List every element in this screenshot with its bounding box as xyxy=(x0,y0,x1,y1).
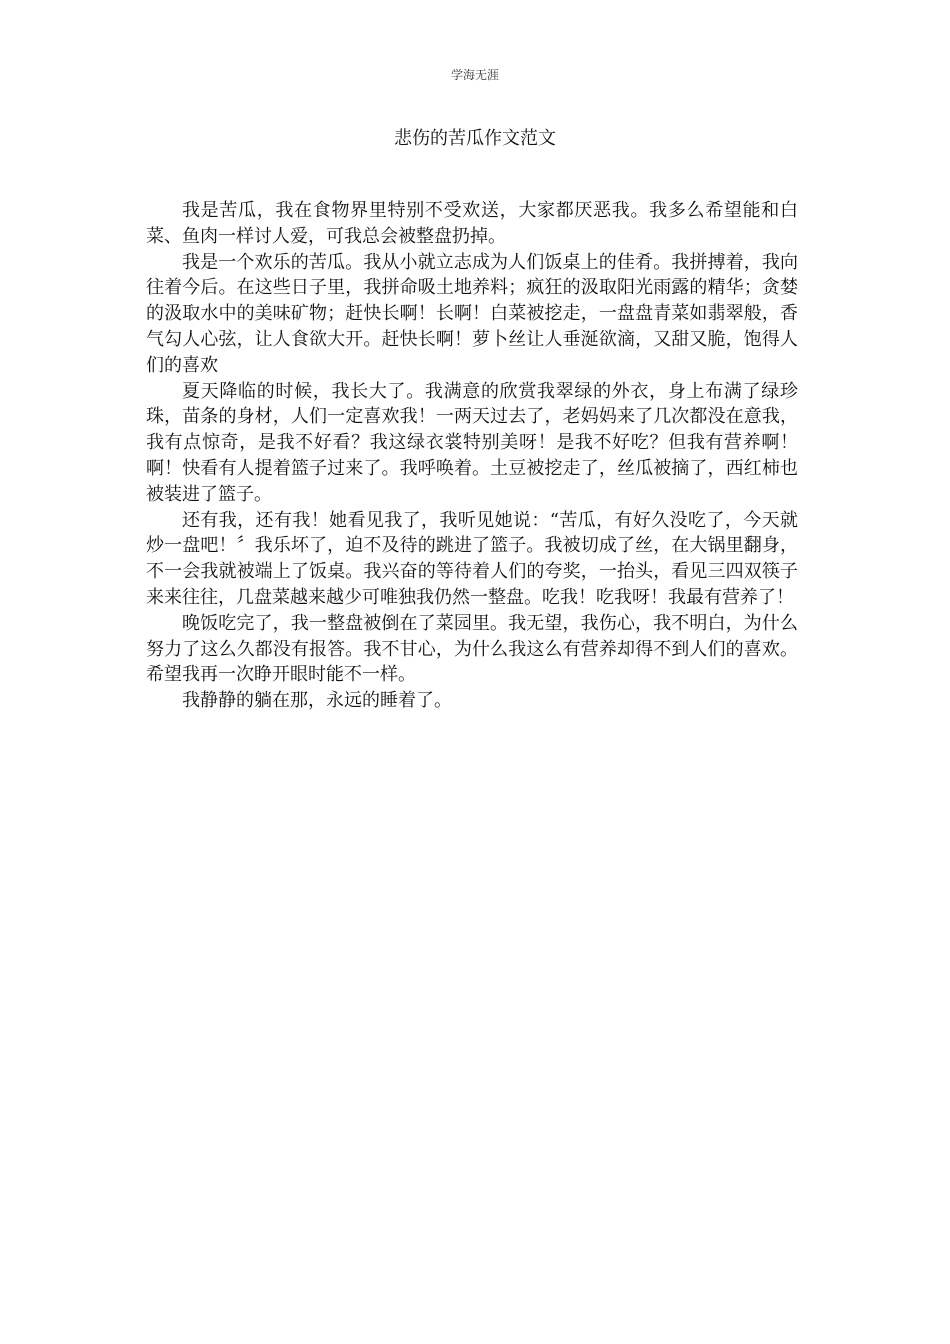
document-title: 悲伤的苦瓜作文范文 xyxy=(394,128,556,149)
paragraph: 我静静的躺在那，永远的睡着了。 xyxy=(182,690,452,712)
paragraph: 夏天降临的时候，我长大了。我满意的欣赏我翠绿的外衣，身上布满了绿珍珠，苗条的身材，人们一定喜欢我！一两天过去了，老妈妈来了几次都没在意我，我有点惊奇，是我不好看？我这绿衣裳特别美呀！是我不好吃？但我有营养啊！啊！快看有人提着篮子过来了。我呼唤着。土豆被挖走了，丝瓜被摘了，西红柿也被装进了篮子。 xyxy=(146,380,798,505)
document-body xyxy=(146,198,798,714)
paragraph: 晚饭吃完了，我一整盘被倒在了菜园里。我无望，我伤心，我不明白，为什么努力了这么久都没有报答。我不甘心，为什么我这么有营养却得不到人们的喜欢。希望我再一次睁开眼时能不一样。 xyxy=(146,612,798,686)
page-header: 学海无涯 xyxy=(450,68,499,82)
paragraph: 我是一个欢乐的苦瓜。我从小就立志成为人们饭桌上的佳肴。我拼搏着，我向往着今后。在这些日子里，我拼命吸土地养料；疯狂的汲取阳光雨露的精华；贪婪的汲取水中的美味矿物；赶快长啊！长啊！白菜被挖走，一盘盘青菜如翡翠般，香气勾人心弦，让人食欲大开。赶快长啊！萝卜丝让人垂涎欲滴，又甜又脆，饱得人们的喜欢 xyxy=(146,251,798,376)
paragraph: 还有我，还有我！她看见我了，我听见她说：“苦瓜，有好久没吃了，今天就炒一盘吧！〞我乐坏了，迫不及待的跳进了篮子。我被切成了丝，在大锅里翻身，不一会我就被端上了饭桌。我兴奋的等待着人们的夸奖，一抬头，看见三四双筷子来来往往，几盘菜越来越少可唯独我仍然一整盘。吃我！吃我呀！我最有营养了！ xyxy=(146,509,798,608)
paragraph: 我是苦瓜，我在食物界里特别不受欢送，大家都厌恶我。我多么希望能和白菜、鱼肉一样讨人爱，可我总会被整盘扔掉。 xyxy=(146,200,798,247)
